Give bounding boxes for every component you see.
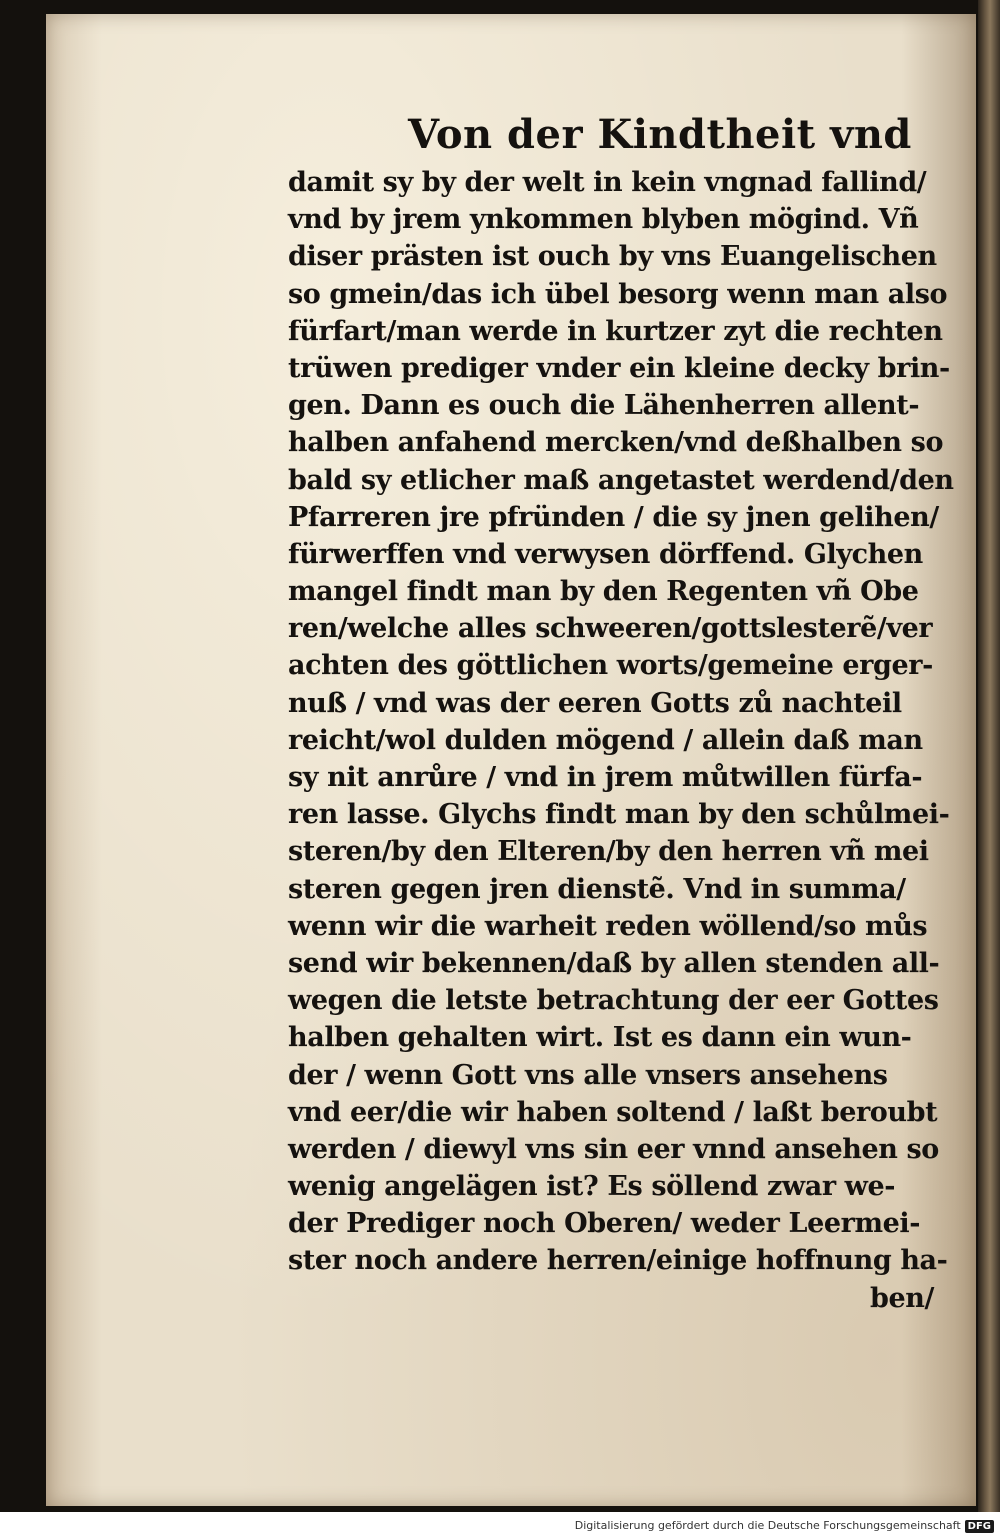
text-line: fürwerffen vnd verwysen dörffend. Glychen — [288, 538, 923, 570]
text-line: halben anfahend mercken/vnd deßhalben so — [288, 427, 944, 459]
text-line: wegen die letste betrachtung der eer Gottes — [288, 985, 939, 1017]
text-block — [288, 106, 994, 1317]
text-line: achten des göttlichen worts/gemeine erger- — [288, 650, 933, 682]
dfg-logo-badge: DFG — [965, 1520, 994, 1533]
text-line: vnd eer/die wir haben soltend / laßt beroubt — [288, 1096, 938, 1128]
text-line: reicht/wol dulden mögend / allein daß man — [288, 724, 923, 756]
text-line: gen. Dann es ouch die Lähenherren allent- — [288, 390, 920, 422]
text-line: der / wenn Gott vns alle vnsers ansehens — [288, 1059, 888, 1091]
text-line: damit sy by der welt in kein vngnad fallind/ — [288, 167, 927, 198]
text-line: Pfarreren jre pfründen / die sy jnen gelihen/ — [288, 501, 939, 533]
text-line: steren gegen jren dienstẽ. Vnd in summa/ — [288, 873, 906, 905]
text-line: ster noch andere herren/einige hoffnung ha- — [288, 1245, 948, 1277]
text-line: diser prästen ist ouch by vns Euangelischen — [288, 241, 937, 273]
text-line: werden / diewyl vns sin eer vnnd ansehen so — [288, 1133, 939, 1165]
text-line: fürfart/man werde in kurtzer zyt die rechten — [288, 315, 943, 347]
credit-text: Digitalisierung gefördert durch die Deutsche Forschungsgemeinschaft — [574, 1519, 961, 1532]
text-line: wenn wir die warheit reden wöllend/so můs — [288, 910, 928, 942]
text-line: trüwen prediger vnder ein kleine decky brin- — [288, 352, 950, 384]
text-line: vnd by jrem ynkommen blyben mögind. Vñ — [288, 204, 919, 236]
text-line: ren lasse. Glychs findt man by den schůlmei- — [288, 799, 950, 831]
text-line: sy nit anrůre / vnd in jrem můtwillen fürfa- — [288, 762, 923, 793]
running-head: Von der Kindtheit vnd — [408, 111, 912, 158]
text-line: ren/welche alles schweeren/gottslesterẽ/ver — [288, 613, 933, 645]
footer-credit — [0, 1512, 1000, 1540]
text-line: wenig angelägen ist? Es söllend zwar we- — [288, 1171, 896, 1203]
text-line: der Prediger noch Oberen/ weder Leermei- — [288, 1208, 921, 1240]
catchword: ben/ — [870, 1282, 934, 1314]
text-line: steren/by den Elteren/by den herren vñ mei — [288, 836, 929, 868]
text-line: bald sy etlicher maß angetastet werdend/den — [288, 464, 954, 496]
text-line: send wir bekennen/daß by allen stenden all- — [288, 947, 940, 979]
text-line: nuß / vnd was der eeren Gotts zů nachteil — [288, 687, 902, 719]
text-line: halben gehalten wirt. Ist es dann ein wun- — [288, 1022, 912, 1054]
text-line: so gmein/das ich übel besorg wenn man also — [288, 278, 948, 310]
text-line: mangel findt man by den Regenten vñ Obe — [288, 576, 919, 608]
book-page — [46, 14, 976, 1506]
